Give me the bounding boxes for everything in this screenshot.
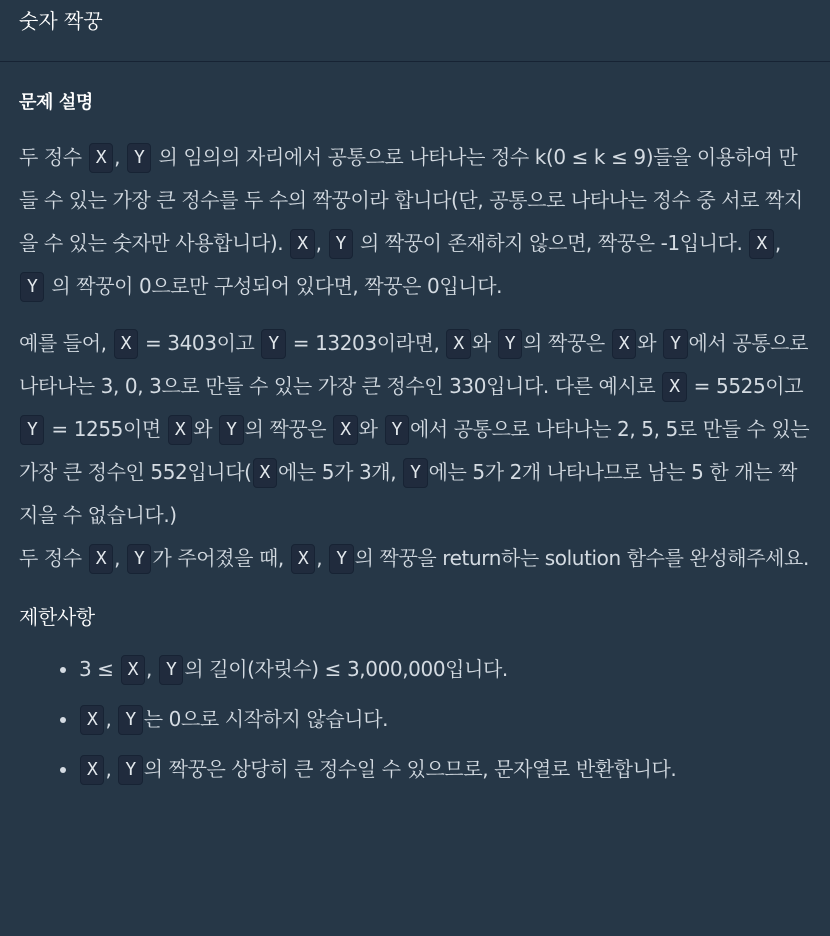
code-x: X [89, 544, 113, 574]
description-paragraph-2 [19, 322, 811, 537]
code-x: X [168, 415, 192, 445]
text: 두 정수 [19, 145, 88, 169]
text: 예를 들어, [19, 331, 113, 355]
code-y: Y [329, 544, 353, 574]
text: 는 0으로 시작하지 않습니다. [143, 707, 389, 731]
code-x: X [612, 329, 636, 359]
code-y: Y [118, 755, 142, 785]
text: 와 [637, 331, 663, 355]
code-y: Y [498, 329, 522, 359]
text: 가 주어졌을 때, [152, 546, 290, 570]
text: 두 정수 [19, 546, 88, 570]
code-x: X [89, 143, 113, 173]
text: , [316, 546, 329, 570]
constraint-item [79, 644, 811, 694]
code-y: Y [663, 329, 687, 359]
code-x: X [114, 329, 138, 359]
code-x: X [662, 372, 686, 402]
text: = 3403이고 [139, 331, 261, 355]
text: 의 짝꿍은 상당히 큰 정수일 수 있으므로, 문자열로 반환합니다. [143, 757, 677, 781]
text: 에서 공통으로 나타나는 2, 5, 5로 만들 수 있는 가장 큰 정수인 552입니다( [19, 417, 810, 484]
text: , [146, 657, 158, 681]
code-y: Y [403, 458, 427, 488]
text: , [114, 145, 127, 169]
problem-content [0, 62, 830, 794]
text: , [105, 757, 118, 781]
code-y: Y [329, 229, 353, 259]
text: 의 짝꿍이 존재하지 않으면, 짝꿍은 -1입니다. [353, 231, 749, 255]
text: = 13203이라면, [286, 331, 446, 355]
text: 의 임의의 자리에서 공통으로 나타나는 정수 k(0 ≤ k ≤ 9)들을 이용하여 만들 수 있는 가장 큰 정수를 두 수의 짝꿍이라 합니다(단, 공통으로 나타나는 정수 중 서로 짝지을 수 있는 숫자만 사용합니다). [19, 145, 803, 255]
code-x: X [333, 415, 357, 445]
text: 의 길이(자릿수) ≤ 3,000,000입니다. [184, 657, 508, 681]
text: , [315, 231, 328, 255]
code-y: Y [20, 272, 44, 302]
code-x: X [80, 705, 104, 735]
code-y: Y [127, 143, 151, 173]
code-x: X [253, 458, 277, 488]
text: 의 짝꿍이 0으로만 구성되어 있다면, 짝꿍은 0입니다. [45, 274, 503, 298]
text: 에는 5가 3개, [277, 460, 403, 484]
code-y: Y [385, 415, 409, 445]
code-x: X [80, 755, 104, 785]
code-y: Y [159, 655, 183, 685]
text: , [774, 231, 781, 255]
text: 와 [193, 417, 219, 441]
problem-header [0, 0, 830, 62]
code-y: Y [261, 329, 285, 359]
code-y: Y [20, 415, 44, 445]
constraints-heading: 제한사항 [19, 605, 95, 629]
code-x: X [291, 544, 315, 574]
text: 와 [358, 417, 384, 441]
text: , [114, 546, 127, 570]
text: 의 짝꿍은 [523, 331, 611, 355]
code-y: Y [219, 415, 243, 445]
text: 에서 공통으로 나타나는 3, 0, 3으로 만들 수 있는 가장 큰 정수인 330입니다. 다른 예시로 [19, 331, 809, 398]
constraints-list [19, 644, 811, 794]
code-x: X [290, 229, 314, 259]
code-y: Y [118, 705, 142, 735]
text: = 1255이면 [45, 417, 167, 441]
text: 에는 5가 2개 나타나므로 남는 5 한 개는 짝 지을 수 없습니다.) [19, 460, 798, 527]
text: 의 짝꿍은 [244, 417, 333, 441]
code-x: X [121, 655, 145, 685]
constraint-item [79, 744, 811, 794]
code-x: X [446, 329, 470, 359]
text: 의 짝꿍을 return하는 solution 함수를 완성해주세요. [354, 546, 809, 570]
text: 3 ≤ [79, 657, 120, 681]
code-y: Y [127, 544, 151, 574]
description-heading: 문제 설명 [19, 92, 93, 113]
constraint-item [79, 694, 811, 744]
text: 와 [471, 331, 497, 355]
description-paragraph-1 [19, 136, 811, 308]
description-paragraph-3 [19, 537, 811, 580]
code-x: X [749, 229, 773, 259]
text: = 5525이고 [687, 374, 804, 398]
text: , [105, 707, 118, 731]
problem-title: 숫자 짝꿍 [19, 9, 103, 33]
